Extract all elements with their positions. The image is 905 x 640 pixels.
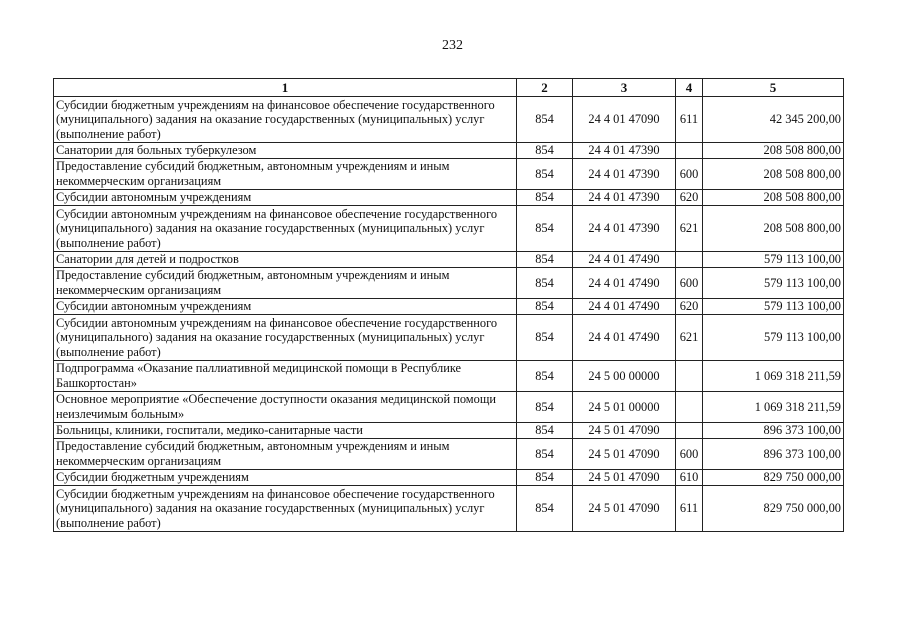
row-name: Субсидии автономным учреждениям — [54, 190, 517, 206]
row-target-article-code: 24 5 01 47090 — [573, 470, 676, 486]
row-expense-type-code — [676, 143, 703, 159]
row-amount: 579 113 100,00 — [703, 268, 844, 299]
row-amount: 896 373 100,00 — [703, 439, 844, 470]
row-ministry-code: 854 — [517, 252, 573, 268]
row-amount: 579 113 100,00 — [703, 299, 844, 315]
row-amount: 208 508 800,00 — [703, 206, 844, 252]
row-amount: 208 508 800,00 — [703, 159, 844, 190]
row-name: Субсидии автономным учреждениям — [54, 299, 517, 315]
row-ministry-code: 854 — [517, 439, 573, 470]
row-ministry-code: 854 — [517, 299, 573, 315]
row-ministry-code: 854 — [517, 361, 573, 392]
table-row — [54, 470, 844, 486]
row-name: Больницы, клиники, госпитали, медико-санитарные части — [54, 423, 517, 439]
row-target-article-code: 24 5 01 47090 — [573, 423, 676, 439]
row-name: Предоставление субсидий бюджетным, автономным учреждениям и иным некоммерческим организациям — [54, 268, 517, 299]
row-name: Подпрограмма «Оказание паллиативной медицинской помощи в Республике Башкортостан» — [54, 361, 517, 392]
row-target-article-code: 24 4 01 47490 — [573, 315, 676, 361]
table-row — [54, 252, 844, 268]
table-row — [54, 392, 844, 423]
row-name: Санатории для больных туберкулезом — [54, 143, 517, 159]
row-ministry-code: 854 — [517, 268, 573, 299]
table-row — [54, 315, 844, 361]
row-ministry-code: 854 — [517, 486, 573, 532]
table-body — [54, 97, 844, 532]
row-amount: 42 345 200,00 — [703, 97, 844, 143]
row-amount: 1 069 318 211,59 — [703, 361, 844, 392]
row-name: Субсидии автономным учреждениям на финансовое обеспечение государственного (муниципального) задания на оказание государственных (муниципальных) услуг (выполнение работ) — [54, 206, 517, 252]
row-name: Субсидии автономным учреждениям на финансовое обеспечение государственного (муниципального) задания на оказание государственных (муниципальных) услуг (выполнение работ) — [54, 315, 517, 361]
header-col-csr: 3 — [573, 79, 676, 97]
row-name: Субсидии бюджетным учреждениям на финансовое обеспечение государственного (муниципального) задания на оказание государственных (муниципальных) услуг (выполнение работ) — [54, 97, 517, 143]
row-expense-type-code — [676, 252, 703, 268]
row-ministry-code: 854 — [517, 470, 573, 486]
table-row — [54, 423, 844, 439]
row-expense-type-code: 621 — [676, 315, 703, 361]
header-col-vr: 4 — [676, 79, 703, 97]
row-ministry-code: 854 — [517, 206, 573, 252]
row-expense-type-code: 621 — [676, 206, 703, 252]
row-expense-type-code — [676, 423, 703, 439]
row-amount: 896 373 100,00 — [703, 423, 844, 439]
row-target-article-code: 24 4 01 47390 — [573, 159, 676, 190]
budget-table — [53, 78, 844, 532]
row-ministry-code: 854 — [517, 190, 573, 206]
table-row — [54, 299, 844, 315]
row-amount: 579 113 100,00 — [703, 315, 844, 361]
table-row — [54, 361, 844, 392]
row-target-article-code: 24 5 00 00000 — [573, 361, 676, 392]
row-target-article-code: 24 4 01 47390 — [573, 143, 676, 159]
table-row — [54, 268, 844, 299]
row-expense-type-code: 600 — [676, 268, 703, 299]
row-target-article-code: 24 5 01 47090 — [573, 439, 676, 470]
table-row — [54, 206, 844, 252]
row-amount: 829 750 000,00 — [703, 470, 844, 486]
header-col-name: 1 — [54, 79, 517, 97]
table-row — [54, 439, 844, 470]
row-name: Основное мероприятие «Обеспечение доступности оказания медицинской помощи неизлечимым больным» — [54, 392, 517, 423]
page-number: 232 — [442, 38, 463, 53]
row-target-article-code: 24 4 01 47390 — [573, 206, 676, 252]
row-ministry-code: 854 — [517, 97, 573, 143]
row-amount: 579 113 100,00 — [703, 252, 844, 268]
table-row — [54, 190, 844, 206]
row-name: Санатории для детей и подростков — [54, 252, 517, 268]
row-expense-type-code: 611 — [676, 97, 703, 143]
row-name: Предоставление субсидий бюджетным, автономным учреждениям и иным некоммерческим организациям — [54, 159, 517, 190]
row-amount: 208 508 800,00 — [703, 190, 844, 206]
row-target-article-code: 24 4 01 47490 — [573, 299, 676, 315]
row-ministry-code: 854 — [517, 392, 573, 423]
row-expense-type-code: 620 — [676, 190, 703, 206]
row-target-article-code: 24 4 01 47390 — [573, 190, 676, 206]
table-row — [54, 143, 844, 159]
row-ministry-code: 854 — [517, 159, 573, 190]
row-target-article-code: 24 4 01 47090 — [573, 97, 676, 143]
header-col-ministry: 2 — [517, 79, 573, 97]
row-amount: 829 750 000,00 — [703, 486, 844, 532]
row-expense-type-code: 620 — [676, 299, 703, 315]
row-ministry-code: 854 — [517, 143, 573, 159]
row-name: Субсидии бюджетным учреждениям — [54, 470, 517, 486]
row-target-article-code: 24 4 01 47490 — [573, 268, 676, 299]
row-amount: 208 508 800,00 — [703, 143, 844, 159]
row-name: Предоставление субсидий бюджетным, автономным учреждениям и иным некоммерческим организациям — [54, 439, 517, 470]
header-row — [54, 79, 844, 97]
table-row — [54, 159, 844, 190]
row-expense-type-code — [676, 361, 703, 392]
row-ministry-code: 854 — [517, 423, 573, 439]
table-row — [54, 486, 844, 532]
row-target-article-code: 24 4 01 47490 — [573, 252, 676, 268]
row-ministry-code: 854 — [517, 315, 573, 361]
row-expense-type-code: 600 — [676, 159, 703, 190]
row-target-article-code: 24 5 01 47090 — [573, 486, 676, 532]
row-name: Субсидии бюджетным учреждениям на финансовое обеспечение государственного (муниципального) задания на оказание государственных (муниципальных) услуг (выполнение работ) — [54, 486, 517, 532]
row-expense-type-code: 610 — [676, 470, 703, 486]
header-col-amount: 5 — [703, 79, 844, 97]
row-amount: 1 069 318 211,59 — [703, 392, 844, 423]
row-expense-type-code: 611 — [676, 486, 703, 532]
row-target-article-code: 24 5 01 00000 — [573, 392, 676, 423]
table-row — [54, 97, 844, 143]
row-expense-type-code — [676, 392, 703, 423]
row-expense-type-code: 600 — [676, 439, 703, 470]
